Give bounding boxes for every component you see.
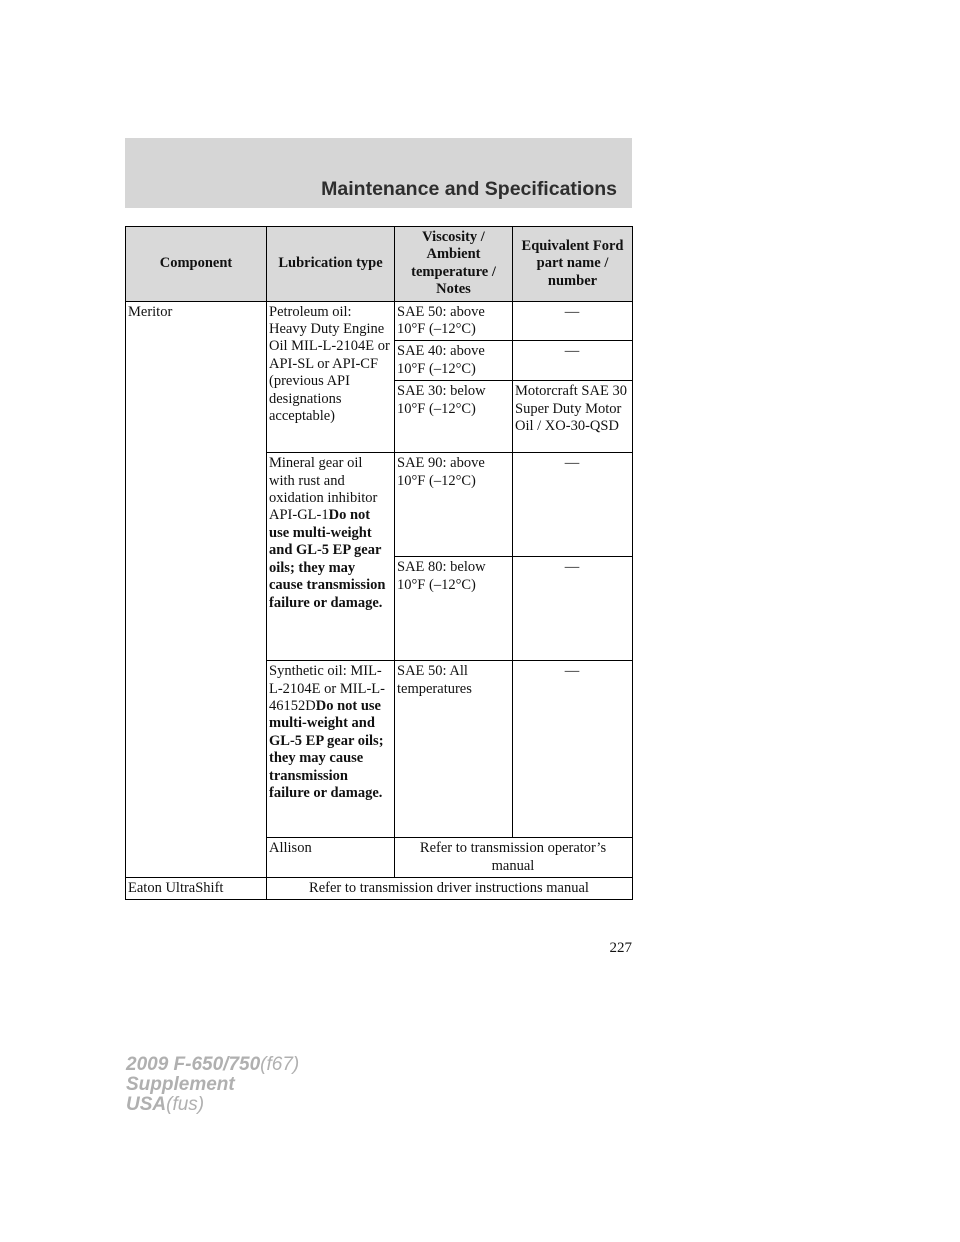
viscosity-cell: SAE 80: below 10°F (–12°C) [395, 557, 513, 661]
column-header-ford-part: Equivalent Ford part name / number [513, 227, 633, 302]
part-cell: — [513, 301, 633, 341]
part-cell: — [513, 453, 633, 557]
note-cell: Refer to transmission driver instructions manual [267, 878, 633, 900]
footer-line-book [126, 1075, 299, 1095]
lubrication-cell [267, 453, 395, 661]
footer-line-model [126, 1055, 299, 1075]
part-cell: — [513, 661, 633, 838]
lubrication-cell [267, 661, 395, 838]
component-cell: Eaton UltraShift [126, 878, 267, 900]
section-title: Maintenance and Specifications [321, 178, 617, 200]
note-cell: Refer to transmission operator’s manual [395, 838, 633, 878]
footer-market-code: (fus) [166, 1094, 205, 1115]
component-cell: Allison [267, 838, 395, 878]
footer-market: USA [126, 1094, 167, 1115]
table-row [126, 301, 633, 341]
warning-text: Do not use multi-weight and GL-5 EP gear oils; they may cause transmission failure or damage. [269, 507, 386, 611]
lubrication-text: Synthetic oil: MIL-L-2104E or MIL-L-46152D [269, 663, 385, 715]
viscosity-cell: SAE 90: above 10°F (–12°C) [395, 453, 513, 557]
table-row [126, 878, 633, 900]
footer-imprint [126, 1055, 299, 1115]
viscosity-cell: SAE 50: above 10°F (–12°C) [395, 301, 513, 341]
viscosity-cell: SAE 50: All temperatures [395, 661, 513, 838]
column-header-lubrication-type: Lubrication type [267, 227, 395, 302]
footer-book: Supplement [126, 1074, 235, 1095]
part-cell: — [513, 557, 633, 661]
part-cell: Motorcraft SAE 30 Super Duty Motor Oil / XO-30-QSD [513, 381, 633, 453]
footer-line-market [126, 1095, 299, 1115]
column-header-component: Component [126, 227, 267, 302]
table-header-row [126, 227, 633, 302]
footer-model-code: (f67) [260, 1054, 300, 1075]
warning-text: Do not use multi-weight and GL-5 EP gear oils; they may cause transmission failure or damage. [269, 698, 384, 802]
viscosity-cell: SAE 30: below 10°F (–12°C) [395, 381, 513, 453]
footer-model: 2009 F-650/750 [126, 1054, 261, 1075]
page-number: 227 [609, 940, 632, 956]
lubrication-cell: Petroleum oil: Heavy Duty Engine Oil MIL-L-2104E or API-SL or API-CF (previous API designations acceptable) [267, 301, 395, 453]
component-cell: Meritor [126, 301, 267, 877]
part-cell: — [513, 341, 633, 381]
lubrication-text: Mineral gear oil with rust and oxidation inhibitor API-GL-1 [269, 455, 378, 524]
viscosity-cell: SAE 40: above 10°F (–12°C) [395, 341, 513, 381]
lubricant-spec-table [125, 226, 633, 900]
column-header-viscosity: Viscosity / Ambient temperature / Notes [395, 227, 513, 302]
